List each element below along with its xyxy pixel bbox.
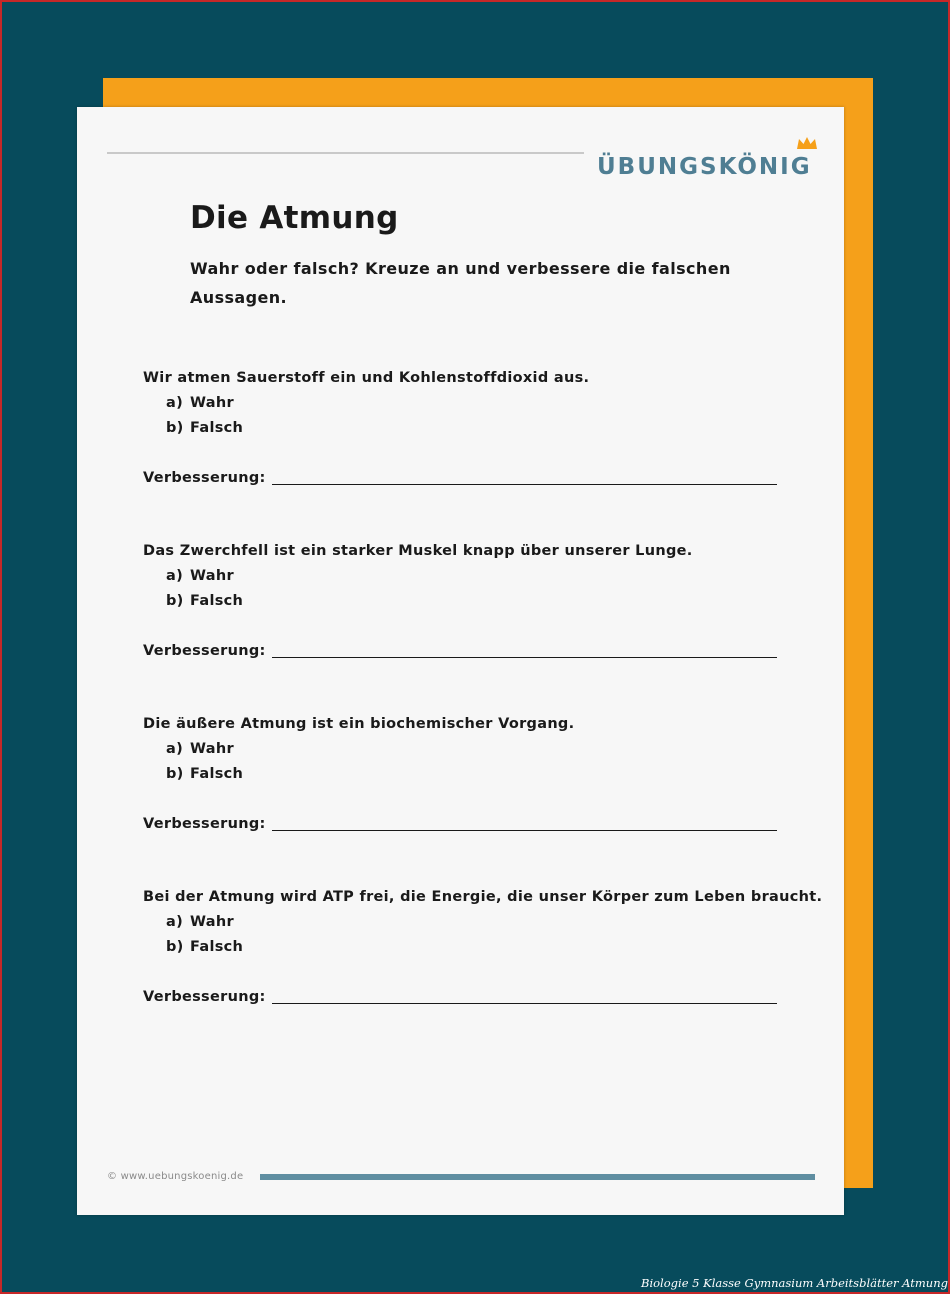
question-2 bbox=[143, 539, 783, 659]
question-1 bbox=[143, 366, 783, 486]
correction-line bbox=[272, 830, 777, 831]
option-letter: b) bbox=[166, 593, 184, 609]
crown-icon bbox=[796, 136, 818, 150]
correction-line bbox=[272, 1003, 777, 1004]
question-text: Das Zwerchfell ist ein starker Muskel knapp über unserer Lunge. bbox=[143, 543, 693, 559]
brand-logo bbox=[597, 143, 812, 179]
correction-label: Verbesserung: bbox=[143, 643, 266, 659]
header-rule bbox=[107, 152, 584, 154]
footer-copyright: © www.uebungskoenig.de bbox=[107, 1171, 244, 1182]
option-label: Wahr bbox=[190, 914, 234, 930]
option-label: Wahr bbox=[190, 741, 234, 757]
correction-field[interactable] bbox=[143, 812, 777, 837]
option-true[interactable] bbox=[143, 391, 783, 416]
worksheet-page bbox=[77, 107, 844, 1215]
option-letter: a) bbox=[166, 741, 184, 757]
correction-line bbox=[272, 657, 777, 658]
option-false[interactable] bbox=[143, 762, 783, 787]
option-letter: b) bbox=[166, 766, 184, 782]
correction-label: Verbesserung: bbox=[143, 989, 266, 1005]
worksheet-instructions: Wahr oder falsch? Kreuze an und verbessere die falschen Aussagen. bbox=[190, 259, 731, 307]
option-letter: b) bbox=[166, 939, 184, 955]
question-text: Wir atmen Sauerstoff ein und Kohlenstoffdioxid aus. bbox=[143, 370, 590, 386]
option-letter: b) bbox=[166, 420, 184, 436]
option-label: Falsch bbox=[190, 939, 244, 955]
correction-line bbox=[272, 484, 777, 485]
question-text: Die äußere Atmung ist ein biochemischer Vorgang. bbox=[143, 716, 575, 732]
option-letter: a) bbox=[166, 568, 184, 584]
option-true[interactable] bbox=[143, 910, 783, 935]
question-4 bbox=[143, 885, 823, 1005]
question-3 bbox=[143, 712, 783, 832]
footer-bar bbox=[260, 1174, 815, 1180]
option-false[interactable] bbox=[143, 589, 783, 614]
correction-label: Verbesserung: bbox=[143, 816, 266, 832]
worksheet-title: Die Atmung bbox=[190, 200, 399, 236]
question-text: Bei der Atmung wird ATP frei, die Energie, die unser Körper zum Leben braucht. bbox=[143, 889, 823, 905]
correction-label: Verbesserung: bbox=[143, 470, 266, 486]
option-false[interactable] bbox=[143, 935, 783, 960]
correction-field[interactable] bbox=[143, 639, 777, 664]
option-false[interactable] bbox=[143, 416, 783, 441]
option-letter: a) bbox=[166, 914, 184, 930]
correction-field[interactable] bbox=[143, 985, 777, 1010]
option-label: Falsch bbox=[190, 593, 244, 609]
option-letter: a) bbox=[166, 395, 184, 411]
option-label: Wahr bbox=[190, 568, 234, 584]
option-true[interactable] bbox=[143, 737, 783, 762]
option-true[interactable] bbox=[143, 564, 783, 589]
option-label: Falsch bbox=[190, 766, 244, 782]
correction-field[interactable] bbox=[143, 466, 777, 491]
logo-text: ÜBUNGSKÖNIG bbox=[597, 154, 812, 180]
option-label: Falsch bbox=[190, 420, 244, 436]
image-caption: Biologie 5 Klasse Gymnasium Arbeitsblätter Atmung bbox=[641, 1276, 948, 1290]
option-label: Wahr bbox=[190, 395, 234, 411]
